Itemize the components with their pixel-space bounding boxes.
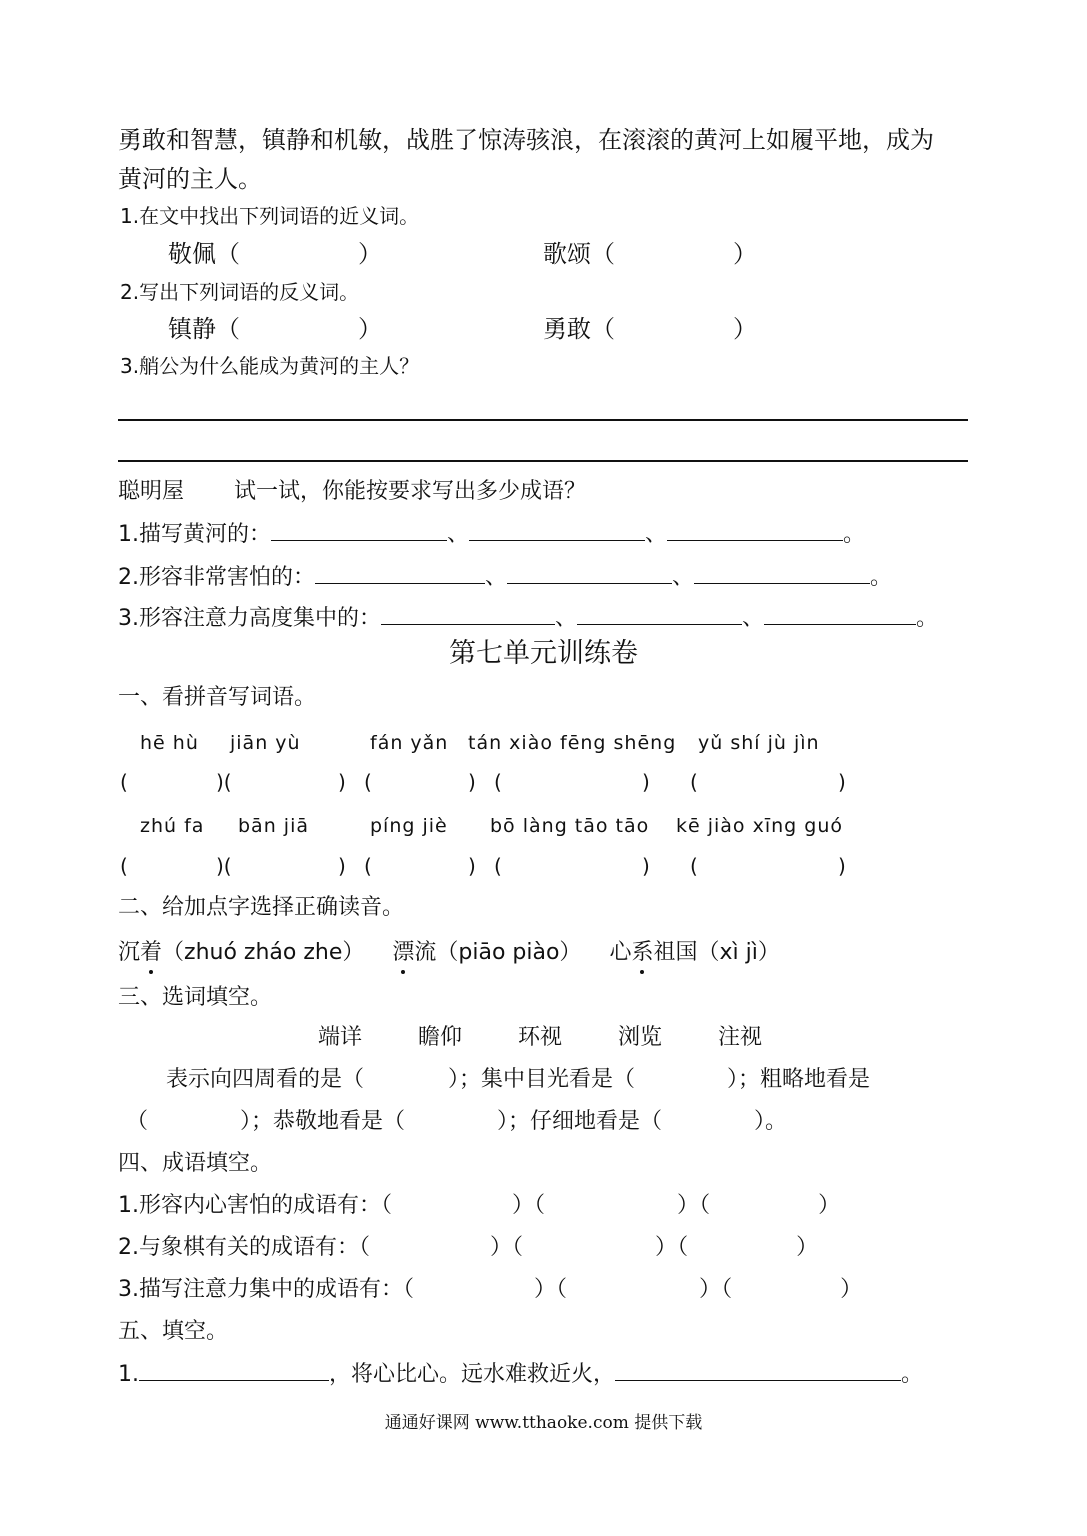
paren-open: （ <box>591 240 615 268</box>
unit-title: 第七单元训练卷 <box>449 638 638 669</box>
dotted-char: 着 <box>140 937 162 969</box>
fill-blank[interactable] <box>615 1356 901 1381</box>
word-bank-2: 瞻仰 <box>418 1025 463 1050</box>
separator: 、 <box>447 522 470 547</box>
paren-close: ） <box>358 240 382 268</box>
idiom-question-3: 3.形容注意力高度集中的： <box>118 606 381 631</box>
smart-house-prompt: 试一试，你能按要求写出多少成语？ <box>234 479 587 504</box>
section-1-heading: 一、看拼音写词语。 <box>118 685 317 710</box>
idiom-blank[interactable] <box>381 600 555 625</box>
idiom-blank[interactable] <box>764 600 916 625</box>
passage-line-2: 黄河的主人。 <box>118 165 262 193</box>
paren-open: （ <box>216 240 240 268</box>
paren-open: （ <box>216 315 240 343</box>
pinyin-1-5: yǔ shí jù jìn <box>698 732 820 754</box>
idiom-blank[interactable] <box>271 516 447 541</box>
idiom-fear-row <box>118 559 892 594</box>
idiom-blank[interactable] <box>315 559 485 584</box>
paren-close: ） <box>358 315 382 343</box>
pinyin-2-2: bān jiā <box>238 815 309 837</box>
reading-question-1: 1.在文中找出下列词语的近义词。 <box>120 204 420 228</box>
reading-question-2: 2.写出下列词语的反义词。 <box>120 280 360 304</box>
idiom-blank[interactable] <box>469 516 645 541</box>
idiom-focus-row <box>118 600 938 635</box>
smart-house-label: 聪明屋 <box>118 479 185 504</box>
footer-source: 通通好课网 www.tthaoke.com 提供下载 <box>384 1413 703 1433</box>
separator: 、 <box>672 565 695 590</box>
idiom-question-1: 1.描写黄河的： <box>118 522 271 547</box>
section-3-heading: 三、选词填空。 <box>118 985 273 1010</box>
antonym-word-a: 镇静 <box>168 315 216 343</box>
paren-close: ） <box>733 240 757 268</box>
period: 。 <box>843 522 866 547</box>
synonym-item-a <box>168 238 382 270</box>
idiom-blank[interactable] <box>577 600 742 625</box>
synonym-item-b <box>543 238 757 270</box>
smart-house-row <box>118 476 586 508</box>
pinyin-1-4: tán xiào fēng shēng <box>468 732 677 754</box>
pinyin-2-1: zhú fa <box>140 815 205 837</box>
pinyin-2-4: bō làng tāo tāo <box>490 815 650 837</box>
word-bank-5: 注视 <box>718 1025 763 1050</box>
choice-item-3: 心系祖国（xì jì） <box>609 940 779 965</box>
choice-options-3[interactable]: （xì jì） <box>697 940 780 965</box>
idiom-fill-row-1: 1.形容内心害怕的成语有：（ ）（ ）（ ） <box>118 1193 841 1218</box>
fill-word-line-2: （ ）；恭敬地看是（ ）；仔细地看是（ ）。 <box>126 1109 788 1134</box>
reading-choice-row <box>118 937 780 969</box>
synonym-word-a: 敬佩 <box>168 240 216 268</box>
idiom-fill-row-3: 3.描写注意力集中的成语有：（ ）（ ）（ ） <box>118 1277 863 1302</box>
word-bank-1: 端详 <box>318 1025 363 1050</box>
passage-line-1: 勇敢和智慧，镇静和机敏，战胜了惊涛骇浪，在滚滚的黄河上如履平地，成为 <box>118 126 934 154</box>
period: 。 <box>870 565 893 590</box>
pinyin-1-2: jiān yù <box>230 732 301 754</box>
antonym-item-a <box>168 313 382 345</box>
synonym-word-b: 歌颂 <box>543 240 591 268</box>
idiom-yellow-river-row <box>118 516 865 551</box>
antonym-word-b: 勇敢 <box>543 315 591 343</box>
idiom-blank[interactable] <box>694 559 870 584</box>
section-2-heading: 二、给加点字选择正确读音。 <box>118 895 405 920</box>
choice-options-1[interactable]: （zhuó zháo zhe） <box>162 940 365 965</box>
choice-item-2: 漂流（piāo piào） <box>392 940 581 965</box>
idiom-blank[interactable] <box>507 559 672 584</box>
section-4-heading: 四、成语填空。 <box>118 1151 273 1176</box>
word-bank-3: 环视 <box>518 1025 563 1050</box>
period: 。 <box>916 606 939 631</box>
section-5-heading: 五、填空。 <box>118 1319 229 1344</box>
pinyin-2-5: kē jiào xīng guó <box>676 815 843 837</box>
choice-options-2[interactable]: （piāo piào） <box>436 940 582 965</box>
paren-open: （ <box>591 315 615 343</box>
answer-line-2[interactable] <box>118 460 968 462</box>
word-bank-4: 浏览 <box>618 1025 663 1050</box>
fill-blank-row-1: 1. ，将心比心。远水难救近火， 。 <box>118 1356 923 1391</box>
paren-close: ） <box>733 315 757 343</box>
separator: 、 <box>485 565 508 590</box>
answer-line-1[interactable] <box>118 419 968 421</box>
idiom-question-2: 2.形容非常害怕的： <box>118 565 315 590</box>
idiom-blank[interactable] <box>667 516 843 541</box>
separator: 、 <box>742 606 765 631</box>
idiom-fill-row-2: 2.与象棋有关的成语有：（ ）（ ）（ ） <box>118 1235 819 1260</box>
fill-word-line-1: 表示向四周看的是（ ）；集中目光看是（ ）；粗略地看是 <box>166 1067 871 1092</box>
worksheet-page: 勇敢和智慧，镇静和机敏，战胜了惊涛骇浪，在滚滚的黄河上如履平地，成为 黄河的主人。 1.在文中找出下列词语的近义词。 敬佩（ ） 歌颂（ ） 2.写出下列词语的反义词。 镇静（ ） 勇敢（ ） 3.艄公为什么能成为黄河的主人？ 聪明屋 试一试，你能按要求写出多少成语？ 1.描写黄河的： 、 、 。 2.形容非常害怕的： 、 、 。 3.形容注意力高度集中的： 、 、 。 第七单元训练卷 一、看拼音写词语。 hē hù jiān yù fán yǎn tán xiào fēng shēng yǔ shí jù jìn ( )( ) ( ) ( ) ( ) zhú fa bān jiā píng jiè bō làng tāo tāo kē jiào xīng guó ( )( ) ( ) ( ) ( ) 二、给加点字选择正确读音。 沉着（zhuó zháo zhe） 漂流（piāo piào） 心系祖国（xì jì） 三、选词填空。 端详 瞻仰 环视 浏览 注视 表示向四周看的是（ ）；集中目光看是（ ）；粗略地看是 （ ）；恭敬地看是（ ）；仔细地看是（ ）。 四、成语填空。 1.形容内心害怕的成语有：（ ）（ ）（ ） 2.与象棋有关的成语有：（ ）（ ）（ ） 3.描写注意力集中的成语有：（ ）（ ）（ ） 五、填空。 1. ，将心比心。远水难救近火， 。 通通好课网 www.tthaoke.com 提供下载 <box>0 0 1087 1536</box>
dotted-char: 漂 <box>392 937 414 969</box>
reading-question-3: 3.艄公为什么能成为黄河的主人？ <box>120 354 420 378</box>
pinyin-2-3: píng jiè <box>370 815 448 837</box>
antonym-item-b <box>543 313 757 345</box>
pinyin-1-3: fán yǎn <box>370 732 449 754</box>
separator: 、 <box>555 606 578 631</box>
dotted-char: 系 <box>631 937 653 969</box>
fill-blank[interactable] <box>139 1356 329 1381</box>
choice-item-1: 沉着（zhuó zháo zhe） <box>118 940 364 965</box>
pinyin-1-1: hē hù <box>140 732 199 754</box>
separator: 、 <box>645 522 668 547</box>
